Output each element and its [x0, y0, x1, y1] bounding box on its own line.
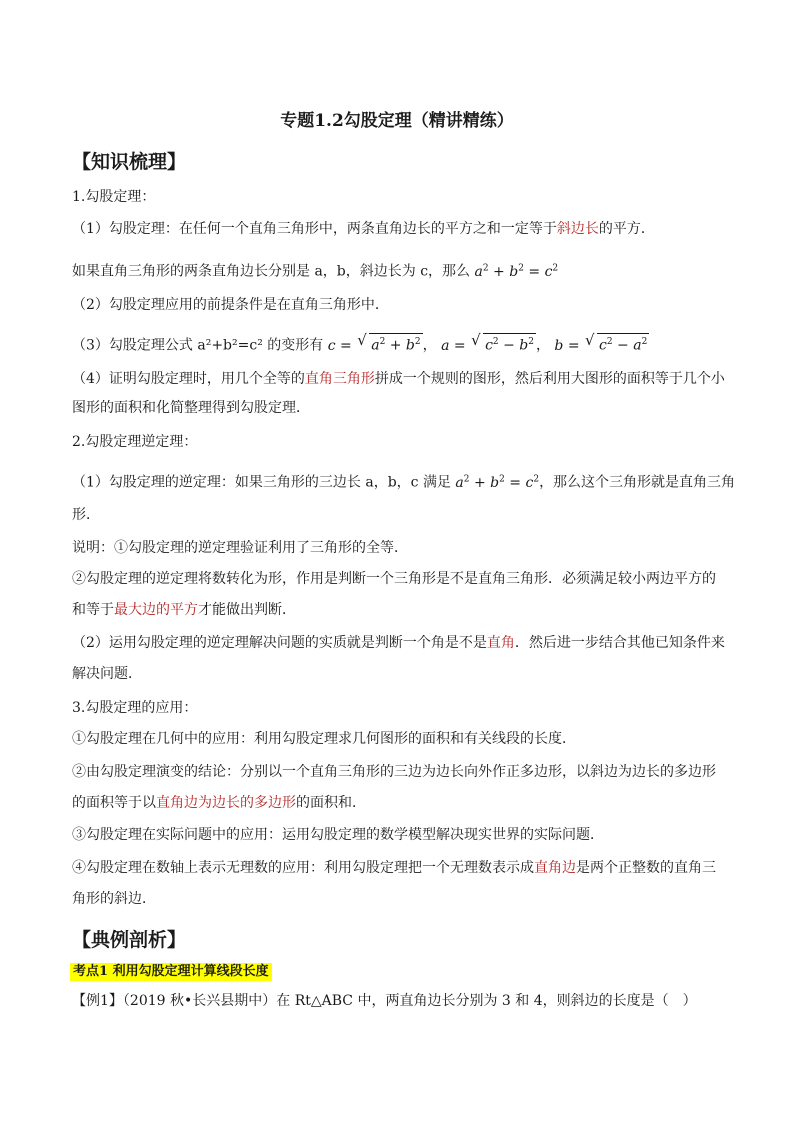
paragraph-number-shape: ②勾股定理的逆定理将数转化为形，作用是判断一个三角形是不是直角三角形．必须满足较小两边平方的: [72, 571, 716, 587]
paragraph-proof: [72, 370, 724, 388]
paragraph-essence-cont: 解决问题．: [72, 666, 142, 682]
formula-converse: $a^2 + b^2 = c^2$: [455, 474, 540, 491]
highlight-largest-side: 最大边的平方: [114, 602, 198, 618]
text: 的平方．: [598, 221, 655, 237]
formula-abc: $a^2 + b^2 = c^2$: [474, 263, 559, 280]
formula-b: b = √ $c^2 - a^2$: [554, 331, 648, 354]
paragraph-app-real: ③勾股定理在实际问题中的应用：运用勾股定理的数学模型解决现实世界的实际问题．: [72, 827, 604, 843]
text: 拼成一个规则的图形，然后利用大图形的面积等于几个小: [374, 371, 725, 387]
text: ，那么这个三角形就是直角三角: [539, 474, 736, 491]
paragraph-note: 说明：①勾股定理的逆定理验证利用了三角形的全等．: [72, 540, 408, 556]
highlight-leg: 直角边: [534, 860, 576, 876]
formula-c: c = √ $a^2 + b^2$: [327, 331, 421, 354]
text: （4）证明勾股定理时，用几个全等的: [72, 371, 305, 387]
paragraph-formula: [72, 259, 724, 281]
text: （3）勾股定理公式 a²+b²=c² 的变形有: [72, 337, 324, 354]
text: ．然后进一步结合其他已知条件来: [514, 635, 725, 651]
text: （2）运用勾股定理的逆定理解决问题的实质就是判断一个角是不是: [72, 635, 487, 651]
formula-a: a = √ $c^2 - b^2$: [441, 331, 534, 354]
paragraph-converse: [72, 470, 736, 492]
paragraph-app-polygon-cont: [72, 794, 724, 812]
page-title: 专题1.2勾股定理（精讲精练）: [280, 111, 514, 131]
paragraph-app-numberline: [72, 859, 724, 877]
highlight-hypotenuse: 斜边长: [556, 221, 599, 237]
paragraph-proof-cont: 图形的面积和化简整理得到勾股定理．: [72, 400, 310, 416]
highlight-legs-polygon: 直角边为边长的多边形: [156, 795, 296, 811]
text: 才能做出判断．: [198, 602, 296, 618]
paragraph-converse-cont: 形．: [72, 507, 100, 523]
text: （1）勾股定理的逆定理：如果三角形的三边长 a，b，c 满足: [72, 474, 451, 491]
paragraph-essence: [72, 634, 724, 652]
heading-pythagorean: 1.勾股定理：: [72, 189, 156, 205]
text: （1）勾股定理：在任何一个直角三角形中，两条直角边长的平方之和一定等于: [72, 221, 557, 237]
topic-label: 考点1 利用勾股定理计算线段长度: [70, 963, 272, 981]
section-heading-knowledge: 【知识梳理】: [72, 151, 187, 173]
text: 的面积和．: [296, 795, 366, 811]
text: 的面积等于以: [72, 795, 156, 811]
heading-converse: 2.勾股定理逆定理：: [72, 434, 198, 450]
heading-applications: 3.勾股定理的应用：: [72, 700, 198, 716]
section-heading-examples: 【典例剖析】: [72, 929, 187, 951]
paragraph-app-geometry: ①勾股定理在几何中的应用：利用勾股定理求几何图形的面积和有关线段的长度．: [72, 731, 576, 747]
text: ④勾股定理在数轴上表示无理数的应用：利用勾股定理把一个无理数表示成: [72, 860, 534, 876]
text: 是两个正整数的直角三: [576, 860, 716, 876]
paragraph-app-numberline-cont: 角形的斜边．: [72, 891, 156, 907]
highlight-right-triangle: 直角三角形: [304, 371, 375, 387]
paragraph-number-shape-cont: [72, 601, 724, 619]
paragraph-app-polygon: ②由勾股定理演变的结论：分别以一个直角三角形的三边为边长向外作正多边形，以斜边为边长的多边形: [72, 764, 716, 780]
text: 和等于: [72, 602, 114, 618]
example-question: 【例1】（2019 秋•长兴县期中）在 Rt△ABC 中，两直角边长分别为 3 和 4，则斜边的长度是（ ）: [72, 993, 697, 1009]
paragraph-precondition: （2）勾股定理应用的前提条件是在直角三角形中．: [72, 297, 389, 313]
text: 如果直角三角形的两条直角边长分别是 a，b，斜边长为 c，那么: [72, 263, 471, 280]
paragraph-theorem: [72, 220, 724, 238]
paragraph-variants: （3）勾股定理公式 a²+b²=c² 的变形有 c = √ $a^2 + b^2$ ， a = √ $c^2 - b^2$ ， b = √ $c^2 - a^2$: [72, 331, 648, 354]
highlight-right-angle: 直角: [486, 635, 515, 651]
